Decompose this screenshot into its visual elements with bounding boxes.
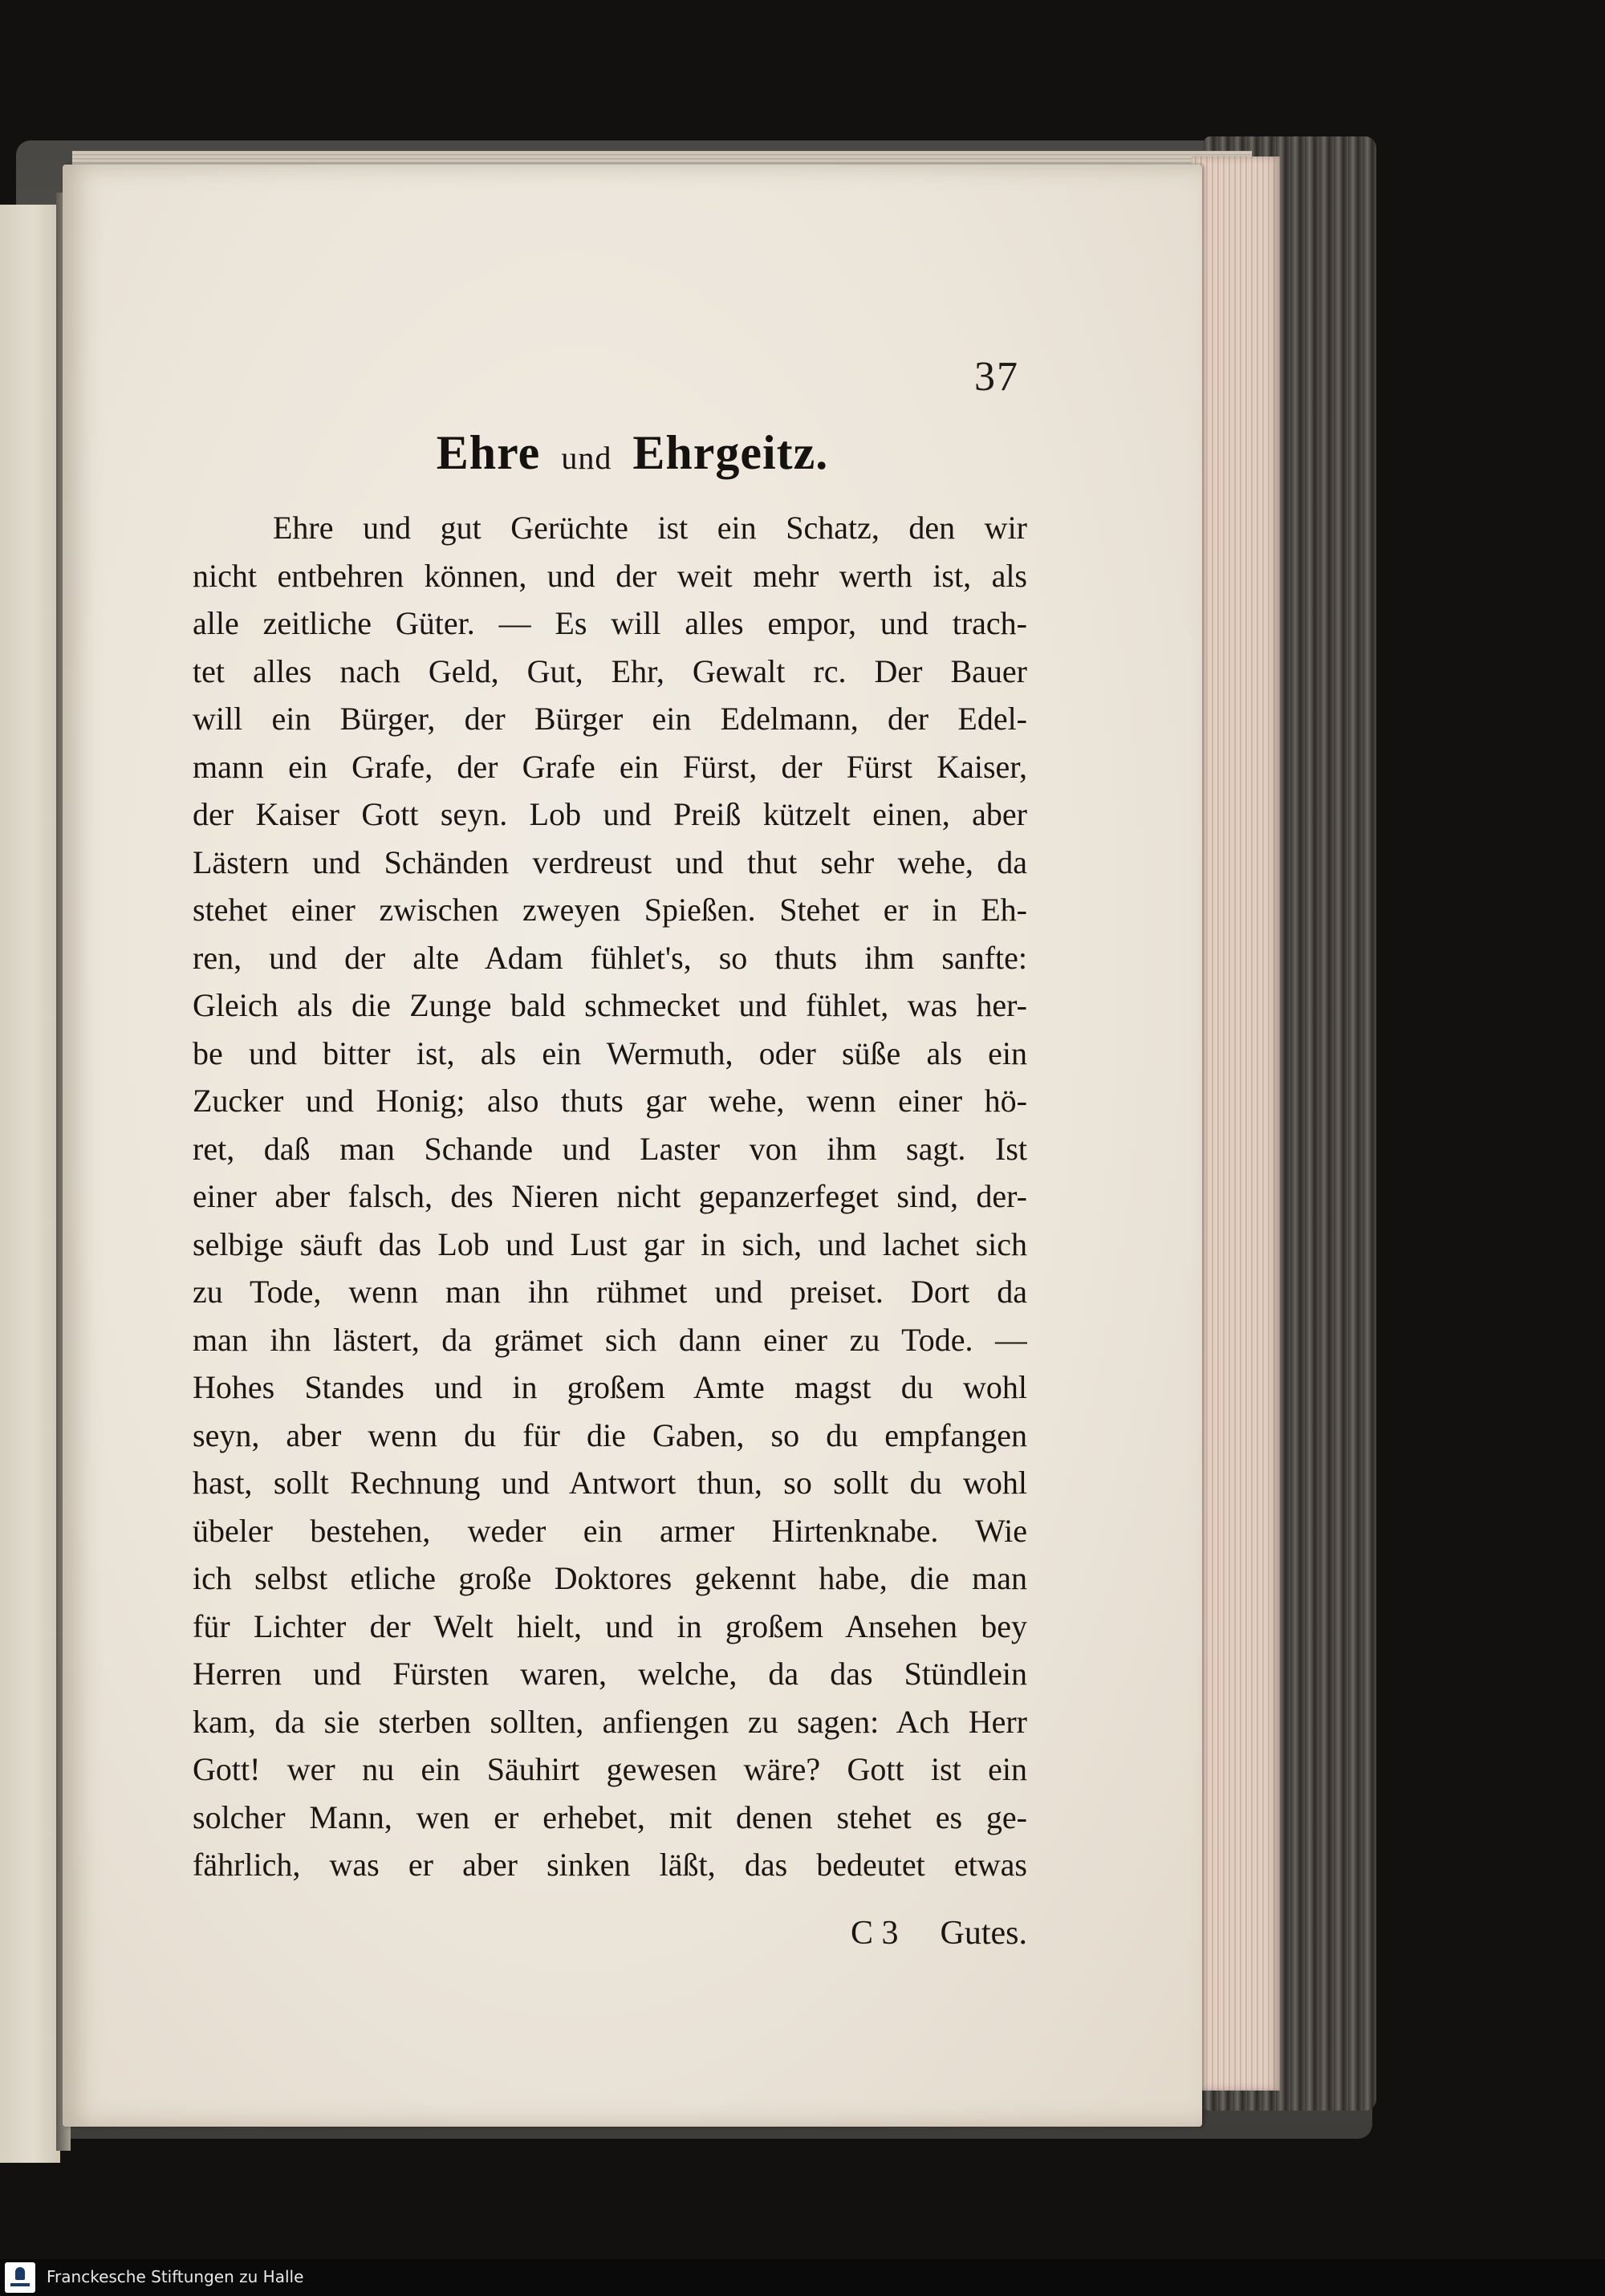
previous-page-edge: [0, 205, 60, 2163]
signature-mark: C 3: [851, 1915, 899, 1952]
text-line: will ein Bürger, der Bürger ein Edelmann, der Edel-: [193, 701, 1027, 737]
text-line: kam, da sie sterben sollten, anfiengen zu sagen: Ach Herr: [193, 1703, 1027, 1740]
heading-word-ehre: Ehre: [436, 426, 541, 479]
page-number: 37: [974, 354, 1019, 400]
logo-emblem: [15, 2267, 25, 2280]
text-line: selbige säuft das Lob und Lust gar in sich, und lachet sich: [193, 1225, 1027, 1262]
francke-foundation-logo-icon: [5, 2262, 35, 2293]
text-line: ren, und der alte Adam fühlet's, so thuts ihm sanfte:: [193, 939, 1027, 976]
text-line: mann ein Grafe, der Grafe ein Fürst, der Fürst Kaiser,: [193, 748, 1027, 785]
text-line: be und bitter ist, als ein Wermuth, oder süße als ein: [193, 1034, 1027, 1071]
text-line: tet alles nach Geld, Gut, Ehr, Gewalt rc. Der Bauer: [193, 652, 1027, 689]
text-line: Zucker und Honig; also thuts gar wehe, wenn einer hö-: [193, 1083, 1027, 1119]
text-line: fährlich, was er aber sinken läßt, das bedeutet etwas: [193, 1847, 1027, 1883]
text-line: ich selbst etliche große Doktores gekennt habe, die man: [193, 1560, 1027, 1596]
text-line: Gleich als die Zunge bald schmecket und fühlet, was her-: [193, 987, 1027, 1023]
page-footer: [193, 1914, 1027, 1962]
text-line: man ihn lästert, da grämet sich dann einer zu Tode. —: [193, 1321, 1027, 1358]
text-line: zu Tode, wenn man ihn rühmet und preiset. Dort da: [193, 1274, 1027, 1310]
text-line: Gott! wer nu ein Säuhirt gewesen wäre? Gott ist ein: [193, 1751, 1027, 1787]
text-line: der Kaiser Gott seyn. Lob und Preiß kützelt einen, aber: [193, 796, 1027, 832]
text-line: stehet einer zwischen zweyen Spießen. Stehet er in Eh-: [193, 892, 1027, 928]
text-line: hast, sollt Rechnung und Antwort thun, so sollt du wohl: [193, 1465, 1027, 1501]
text-line: solcher Mann, wen er erhebet, mit denen stehet es ge-: [193, 1798, 1027, 1835]
body-text: [193, 504, 1027, 1889]
text-line: übeler bestehen, weder ein armer Hirtenknabe. Wie: [193, 1512, 1027, 1549]
text-line: ret, daß man Schande und Laster von ihm sagt. Ist: [193, 1130, 1027, 1167]
logo-base: [10, 2283, 30, 2286]
institution-name: Franckesche Stiftungen zu Halle: [47, 2267, 304, 2286]
catchword: Gutes.: [940, 1915, 1027, 1952]
text-line: Lästern und Schänden verdreust und thut sehr wehe, da: [193, 843, 1027, 880]
text-line: Herren und Fürsten waren, welche, da das Stündlein: [193, 1656, 1027, 1692]
section-heading: [63, 425, 1202, 481]
text-line: Hohes Standes und in großem Amte magst du wohl: [193, 1369, 1027, 1405]
text-line: einer aber falsch, des Nieren nicht gepanzerfeget sind, der-: [193, 1178, 1027, 1214]
text-line: für Lichter der Welt hielt, und in großem Ansehen bey: [193, 1607, 1027, 1644]
text-line: nicht entbehren können, und der weit mehr werth ist, als: [193, 557, 1027, 594]
heading-word-ehrgeitz: Ehrgeitz.: [632, 426, 829, 479]
text-line: alle zeitliche Güter. — Es will alles empor, und trach-: [193, 605, 1027, 641]
text-line: seyn, aber wenn du für die Gaben, so du empfangen: [193, 1416, 1027, 1453]
text-line: Ehre und gut Gerüchte ist ein Schatz, den wir: [273, 510, 1027, 546]
heading-connector: und: [561, 440, 612, 476]
page-block-fore-edge: [1192, 156, 1280, 2091]
